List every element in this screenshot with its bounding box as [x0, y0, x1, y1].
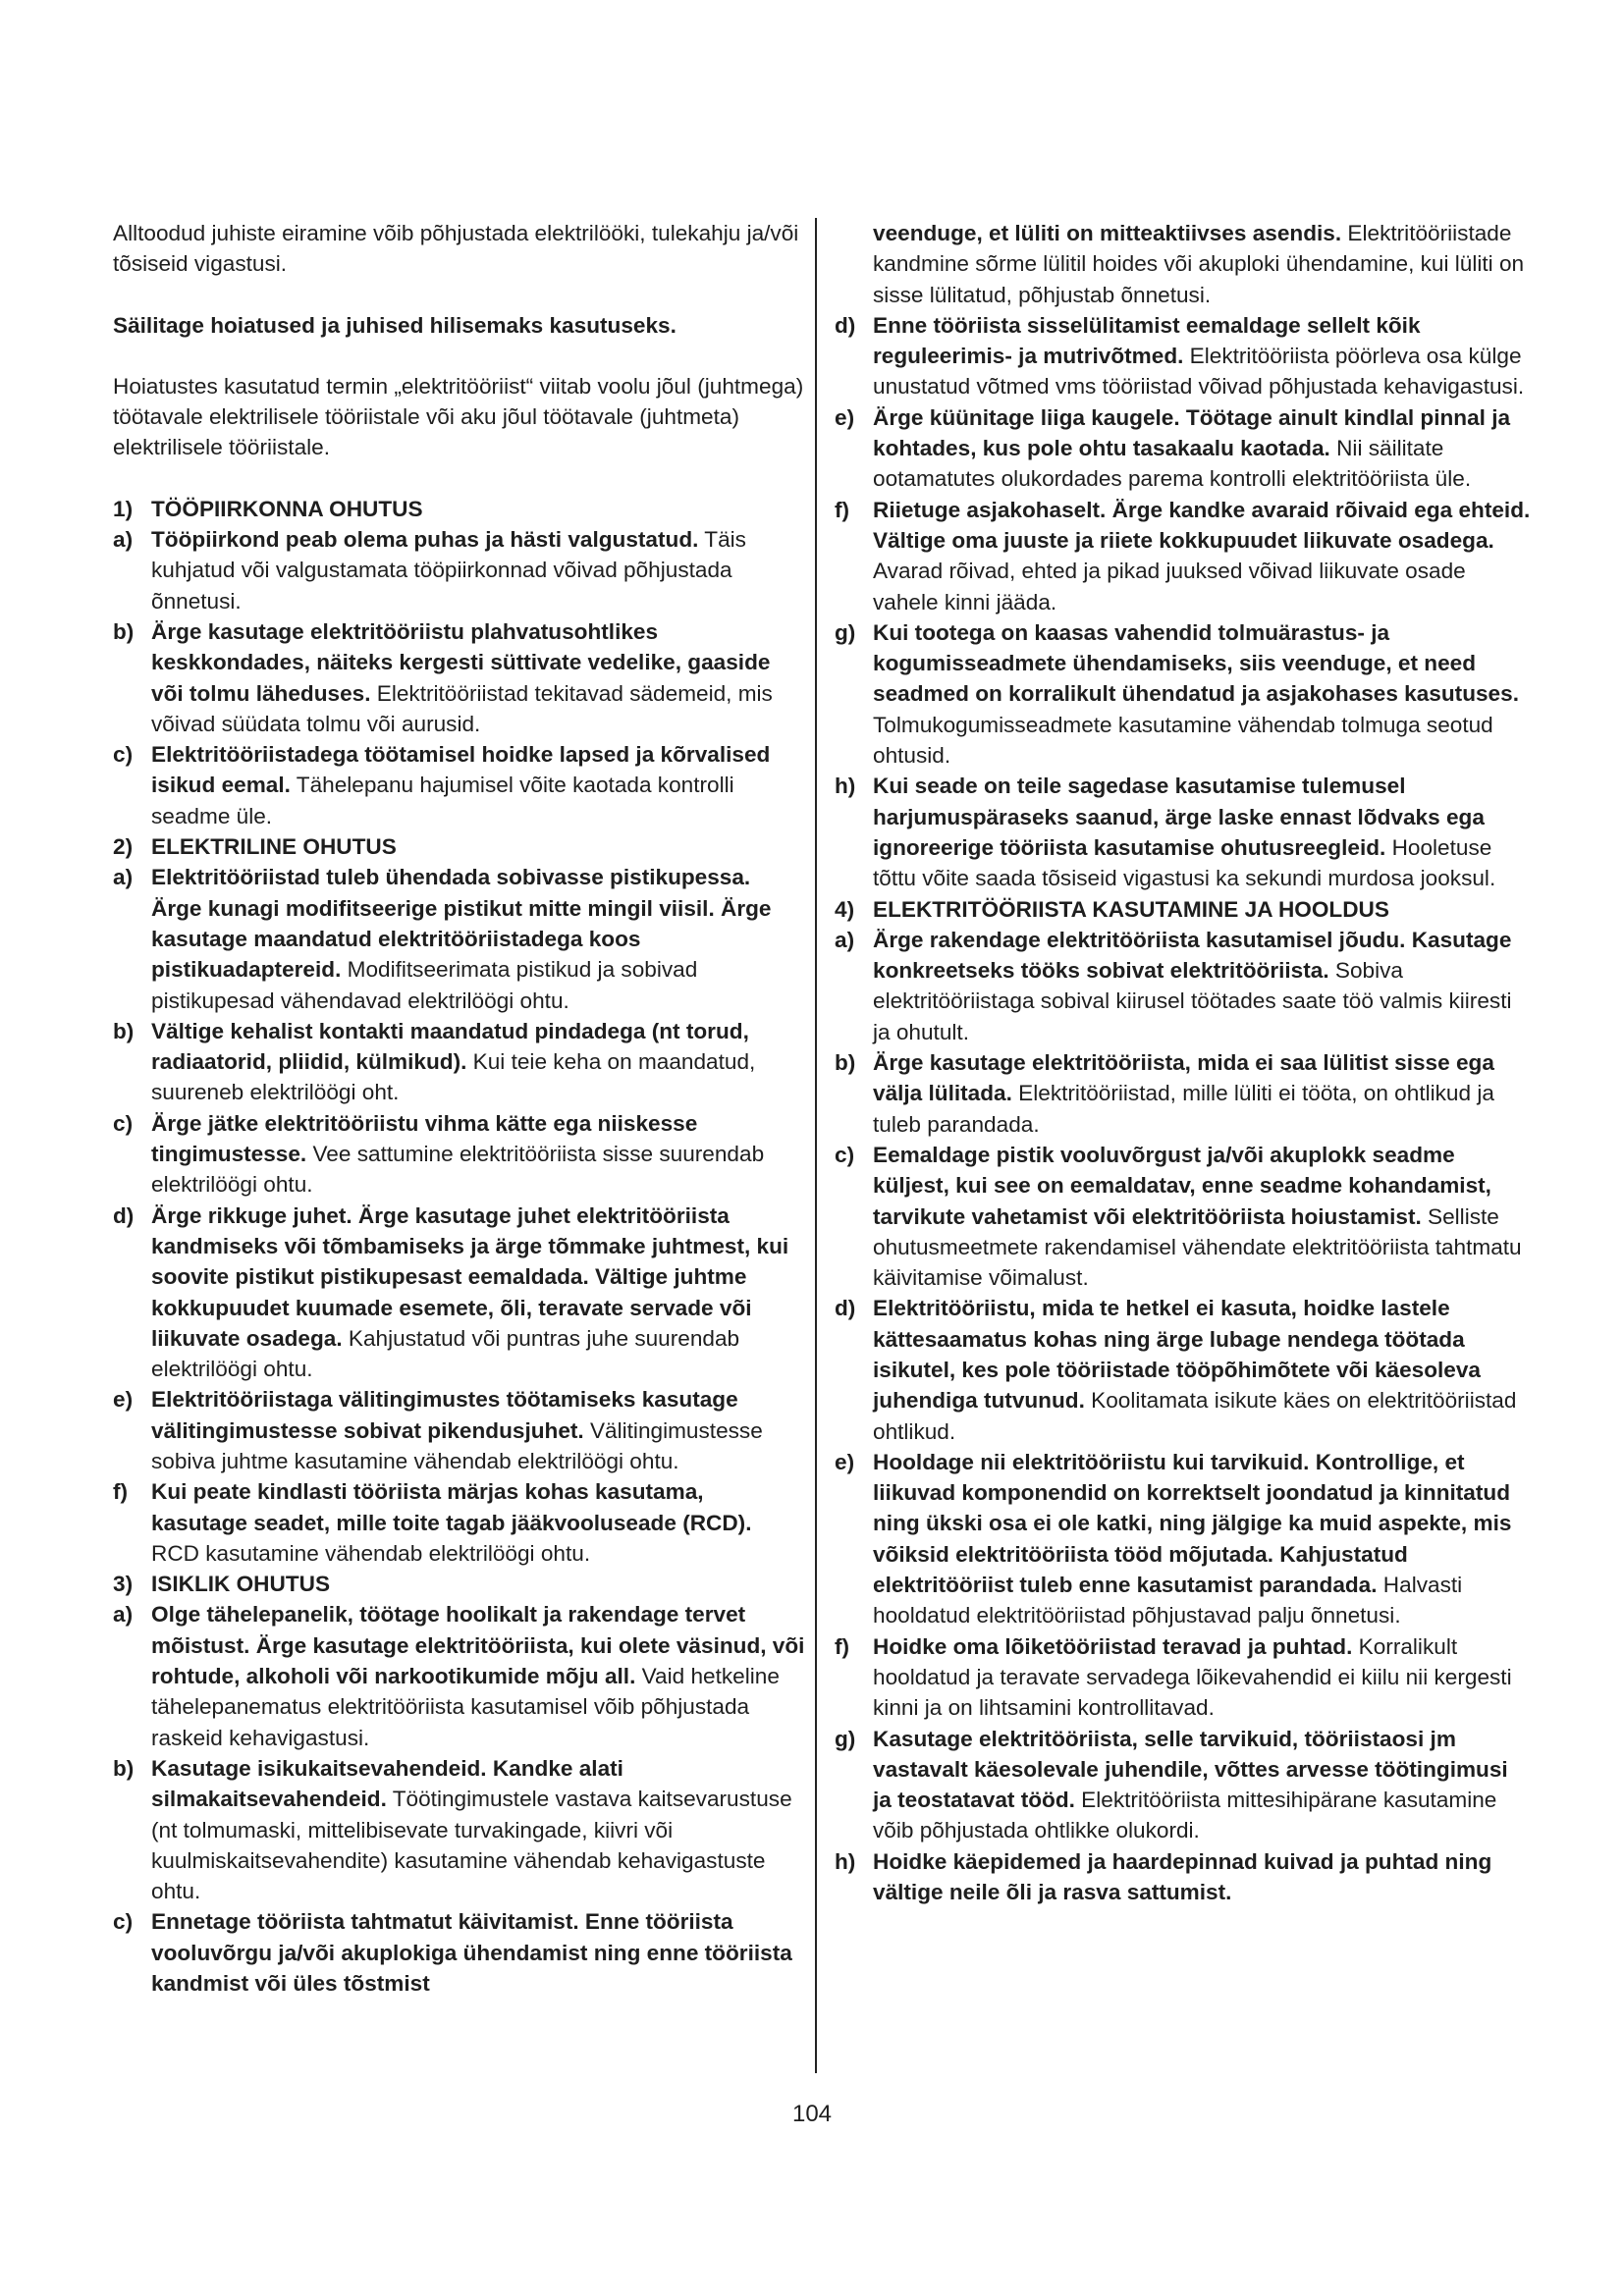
list-item-text	[873, 1293, 1532, 1446]
list-item	[835, 1631, 1532, 1724]
list-item-text	[873, 310, 1532, 402]
list-item-body-text: Tähelepanu hajumisel võite kaotada kontrolli seadme üle.	[151, 773, 734, 828]
list-item-bold-text: Hooldage nii elektritööriistu kui tarvikuid. Kontrollige, et liikuvad komponendid on korrektselt joondatud ja kinnitatud ning ükski osa ei ole katki, ning jälgige ka muid aspekte, mis võiksid elektritööriista tööd mõjutada. Kahjustatud elektritööriist tuleb enne kasutamist parandada.	[873, 1449, 1512, 1598]
list-item-bold-text: Elektritööriistu, mida te hetkel ei kasuta, hoidke lastele kättesaamatus kohas ning ärge lubage nendega töötada isikutel, kes pole tööriistade tööpõhimõtete või käesoleva juhendiga tutvunud.	[873, 1296, 1481, 1414]
list-item-body-text: Sobiva elektritööriistaga sobival kiirusel töötades saate töö valmis kiiresti ja ohutult.	[873, 958, 1512, 1044]
list-item-label: b)	[113, 618, 135, 644]
list-item-label: b)	[835, 1050, 856, 1076]
list-item-label: c)	[835, 1142, 855, 1167]
list-item-body-text: Elektritööriista pöörleva osa külge unustatud võtmed vms tööriistad võivad põhjustada kehavigastusi.	[873, 344, 1525, 400]
list-item-text	[873, 1140, 1532, 1293]
list-item-label: a)	[835, 927, 855, 952]
list-item-bold-text: Elektritööriistadega töötamisel hoidke lapsed ja kõrvalised isikud eemal.	[151, 742, 771, 798]
list-item-text	[151, 1016, 805, 1108]
list-item-label: d)	[835, 312, 856, 338]
list-item-bold-text: Elektritööriistaga välitingimustes töötamiseks kasutage välitingimustesse sobivat pikendusjuhet.	[151, 1387, 738, 1443]
list-item	[113, 1016, 805, 1108]
list-item-label: f)	[835, 497, 850, 522]
left-column	[113, 218, 805, 1999]
list-item-label: f)	[113, 1479, 129, 1505]
list-item-body-text: Vee sattumine elektritööriista sisse suurendab elektrilöögi ohtu.	[151, 1142, 765, 1198]
list-item-bold-text: Ärge jätke elektritööriistu vihma kätte ega niiskesse tingimustesse.	[151, 1110, 698, 1167]
list-item-text	[151, 1108, 805, 1201]
list-item-label	[835, 218, 873, 310]
list-item-label: c)	[113, 742, 134, 768]
list-item	[835, 1047, 1532, 1140]
list-item-text	[873, 1846, 1532, 1908]
list-item-label: h)	[835, 1848, 856, 1874]
section-heading-3: 3) ISIKLIK OHUTUS	[113, 1572, 331, 1597]
list-item	[113, 1201, 805, 1385]
list-item-label: c)	[113, 1909, 134, 1935]
list-item	[835, 1140, 1532, 1293]
list-item-body-text: Tolmukogumisseadmete kasutamine vähendab tolmuga seotud ohtusid.	[873, 712, 1493, 769]
section-2-list	[113, 862, 805, 1569]
list-item-bold-text: Riietuge asjakohaselt. Ärge kandke avaraid rõivaid ega ehteid. Vältige oma juuste ja riiete kokkupuudet liikuvate osadega.	[873, 497, 1531, 553]
list-item	[835, 1846, 1532, 1908]
list-item-label: b)	[113, 1018, 135, 1043]
list-item	[835, 402, 1532, 495]
list-item	[835, 617, 1532, 771]
list-item-bold-text: Ärge rikkuge juhet. Ärge kasutage juhet elektritööriista kandmiseks või tõmbamiseks ja ärge tõmmake juhtmest, kui soovite pistikut pistikupesast eemaldada. Vältige juhtme kokkupuudet kuumade esemete, õli, teravate servade või liikuvate osadega.	[151, 1202, 789, 1351]
list-item-label: e)	[835, 404, 855, 430]
list-item-body-text: Avarad rõivad, ehted ja pikad juuksed võivad liikuvate osade vahele kinni jääda.	[873, 559, 1466, 614]
list-item-body-text: Korralikult hooldatud ja teravate servadega lõikevahendid ei kiilu nii kergesti kinni ja on lihtsamini kontrollitavad.	[873, 1633, 1512, 1721]
section-3-list-part1	[113, 1599, 805, 1999]
list-item-body-text: Töötingimustele vastava kaitsevarustuse (nt tolmumaski, mittelibisevate turvakingade, kiivri või kuulmiskaitsevahendite) kasutamine vähendab kehavigastuste ohtu.	[151, 1787, 792, 1904]
list-item	[835, 1724, 1532, 1846]
list-item-label: a)	[113, 865, 134, 890]
list-item-label: f)	[835, 1633, 850, 1659]
list-item-label: c)	[113, 1110, 134, 1136]
section-heading-1: 1) TÖÖPIIRKONNA OHUTUS	[113, 496, 423, 521]
list-item-text	[873, 1631, 1532, 1724]
list-item-body-text: Elektritööriistad tekitavad sädemeid, mis võivad süüdata tolmu või aurusid.	[151, 680, 773, 736]
list-item	[113, 1476, 805, 1569]
section-heading-4: 4) ELEKTRITÖÖRIISTA KASUTAMINE JA HOOLDUS	[835, 896, 1389, 922]
intro-keep-instructions: Säilitage hoiatused ja juhised hilisemaks kasutuseks.	[113, 312, 677, 338]
section-1-list	[113, 524, 805, 831]
list-item-bold-text: Kasutage isikukaitsevahendeid. Kandke alati silmakaitsevahendeid.	[151, 1755, 623, 1812]
list-item-body-text: Koolitamata isikute käes on elektritööriistad ohtlikud.	[873, 1388, 1517, 1444]
list-item	[113, 1384, 805, 1476]
list-item-bold-text: Olge tähelepanelik, töötage hoolikalt ja rakendage tervet mõistust. Ärge kasutage elektritööriista, kui olete väsinud, või rohtude, alkoholi või narkootikumide mõju all.	[151, 1602, 805, 1689]
list-item	[113, 1906, 805, 1999]
list-item-text	[151, 1906, 805, 1999]
list-item-bold-text: Ärge kasutage elektritööriista, mida ei saa lülitist sisse ega välja lülitada.	[873, 1050, 1494, 1106]
list-item-body-text: Kui teie keha on maandatud, suureneb elektrilöögi oht.	[151, 1049, 756, 1105]
list-item-text	[873, 1724, 1532, 1846]
list-item-body-text: Halvasti hooldatud elektritööriistad põhjustavad palju õnnetusi.	[873, 1573, 1463, 1629]
list-item-text	[873, 218, 1532, 310]
list-item-body-text: Elektritööriistade kandmine sõrme lülitil hoides või akuploki ühendamine, kui lüliti on sisse lülitatud, põhjustab õnnetusi.	[873, 221, 1525, 307]
list-item-bold-text: Hoidke oma lõiketööriistad teravad ja puhtad.	[873, 1633, 1353, 1659]
list-item-label: a)	[113, 1602, 134, 1628]
list-item-text	[151, 1753, 805, 1906]
list-item-label: d)	[835, 1296, 856, 1321]
list-item-text	[151, 862, 805, 1015]
list-item	[113, 1753, 805, 1906]
list-item-bold-text: Elektritööriistad tuleb ühendada sobivasse pistikupessa. Ärge kunagi modifitseerige pistikut mitte mingil viisil. Ärge kasutage maandatud elektritööriistadega koos pistikuadaptereid.	[151, 865, 772, 983]
list-item	[113, 862, 805, 1015]
list-item-body-text: Elektritööriistad, mille lüliti ei tööta, on ohtlikud ja tuleb parandada.	[873, 1081, 1494, 1137]
list-item-text	[151, 1201, 805, 1385]
list-item	[835, 495, 1532, 617]
list-item-text	[873, 1447, 1532, 1631]
section-4-list	[835, 925, 1532, 1908]
list-item-text	[873, 771, 1532, 893]
list-item	[835, 771, 1532, 893]
list-item-bold-text: Kui tootega on kaasas vahendid tolmuärastus- ja kogumisseadmete ühendamiseks, siis veenduge, et need seadmed on korralikult ühendatud ja asjakohases kasutuses.	[873, 619, 1519, 707]
list-item-bold-text: Vältige kehalist kontakti maandatud pindadega (nt torud, radiaatorid, pliidid, külmikud).	[151, 1018, 749, 1075]
list-item-text	[873, 495, 1532, 617]
list-item	[113, 739, 805, 831]
list-item-body-text: Elektritööriista mittesihipärane kasutamine võib põhjustada ohtlikke olukordi.	[873, 1788, 1497, 1843]
list-item	[113, 1599, 805, 1752]
list-item	[835, 1293, 1532, 1446]
list-item-bold-text: Ärge kasutage elektritööriistu plahvatusohtlikes keskkondades, näiteks kergesti süttivate vedelike, gaaside või tolmu läheduses.	[151, 618, 771, 706]
list-item-bold-text: Ärge rakendage elektritööriista kasutamisel jõudu. Kasutage konkreetseks tööks sobivat elektritööriista.	[873, 927, 1512, 984]
list-item-text	[151, 1599, 805, 1752]
list-item	[113, 616, 805, 739]
intro-term-definition: Hoiatustes kasutatud termin „elektritööriist“ viitab voolu jõul (juhtmega) töötavale elektrilisele tööriistale või aku jõul töötavale (juhtmeta) elektrilisele tööriistale.	[113, 373, 804, 460]
list-item	[835, 218, 1532, 310]
list-item-text	[873, 617, 1532, 771]
list-item-bold-text: Enne tööriista sisselülitamist eemaldage sellelt kõik reguleerimis- ja mutrivõtmed.	[873, 312, 1421, 369]
list-item-text	[151, 616, 805, 739]
list-item-bold-text: Kui seade on teile sagedase kasutamise tulemusel harjumuspäraseks saanud, ärge laske ennast lõdvaks ega ignoreerige tööriista kasutamise ohutusreegleid.	[873, 774, 1485, 860]
list-item-body-text: Selliste ohutusmeetmete rakendamisel vähendate elektritööriista tahtmatu käivitamise võimalust.	[873, 1203, 1522, 1291]
section-heading-2: 2) ELEKTRILINE OHUTUS	[113, 834, 397, 860]
list-item-bold-text: Tööpiirkond peab olema puhas ja hästi valgustatud.	[151, 527, 699, 553]
list-item-body-text: RCD kasutamine vähendab elektrilöögi ohtu.	[151, 1540, 591, 1566]
list-item-label: g)	[835, 619, 856, 645]
section-3-list-part2	[835, 218, 1532, 894]
list-item-text	[873, 402, 1532, 495]
list-item-text	[151, 1476, 805, 1569]
list-item-body-text: Kahjustatud või puntras juhe suurendab elektrilöögi ohtu.	[151, 1325, 740, 1382]
list-item	[835, 1447, 1532, 1631]
page-number: 104	[791, 2101, 833, 2127]
list-item-body-text: Modifitseerimata pistikud ja sobivad pistikupesad vähendavad elektrilöögi ohtu.	[151, 957, 698, 1013]
list-item-label: e)	[113, 1387, 134, 1413]
list-item	[835, 925, 1532, 1047]
list-item-label: d)	[113, 1202, 135, 1228]
list-item-bold-text: Ärge küünitage liiga kaugele. Töötage ainult kindlal pinnal ja kohtades, kus pole ohtu tasakaalu kaotada.	[873, 404, 1511, 461]
list-item-label: h)	[835, 774, 856, 799]
list-item-bold-text: Hoidke käepidemed ja haardepinnad kuivad ja puhtad ning vältige neile õli ja rasva sattumist.	[873, 1848, 1492, 1905]
list-item-text	[151, 739, 805, 831]
list-item	[835, 310, 1532, 402]
list-item-label: e)	[835, 1449, 855, 1474]
list-item-bold-text: Eemaldage pistik vooluvõrgust ja/või akuplokk seadme küljest, kui see on eemaldatav, enne seadme kohandamist, tarvikute vahetamist või elektritööriista hoiustamist.	[873, 1142, 1491, 1229]
list-item-bold-text: Kui peate kindlasti tööriista märjas kohas kasutama, kasutage seadet, mille toite tagab jääkvooluseade (RCD).	[151, 1479, 752, 1535]
list-item-label: g)	[835, 1726, 856, 1751]
list-item-text	[873, 925, 1532, 1047]
list-item-label: a)	[113, 527, 134, 553]
intro-warning: Alltoodud juhiste eiramine võib põhjustada elektrilööki, tulekahju ja/või tõsiseid vigastusi.	[113, 221, 799, 277]
list-item-text	[151, 1384, 805, 1476]
list-item-body-text: Täis kuhjatud või valgustamata tööpiirkonnad võivad põhjustada õnnetusi.	[151, 527, 746, 614]
list-item-body-text: Välitingimustesse sobiva juhtme kasutamine vähendab elektrilöögi ohtu.	[151, 1417, 763, 1473]
list-item-body-text: Vaid hetkeline tähelepanematus elektritööriista kasutamisel võib põhjustada raskeid kehavigastusi.	[151, 1664, 780, 1750]
list-item-bold-text: veenduge, et lüliti on mitteaktiivses asendis.	[873, 221, 1342, 245]
list-item-body-text: Hooletuse tõttu võite saada tõsiseid vigastusi ka sekundi murdosa jooksul.	[873, 834, 1496, 891]
list-item-text	[151, 524, 805, 616]
list-item-bold-text: Kasutage elektritööriista, selle tarvikuid, tööriistaosi jm vastavalt käesolevale juhendile, võttes arvesse töötingimusi ja teostatavat tööd.	[873, 1726, 1508, 1813]
list-item-bold-text: Ennetage tööriista tahtmatut käivitamist. Enne tööriista vooluvõrgu ja/või akuplokiga ühendamist ning enne tööriista kandmist või üles tõstmist	[151, 1909, 792, 1997]
list-item-text	[873, 1047, 1532, 1140]
list-item	[113, 1108, 805, 1201]
list-item-label: b)	[113, 1755, 135, 1781]
right-column	[835, 218, 1532, 1907]
list-item-body-text: Nii säilitate ootamatutes olukordades parema kontrolli elektritööriista üle.	[873, 436, 1472, 492]
column-divider	[815, 218, 817, 2073]
list-item	[113, 524, 805, 616]
